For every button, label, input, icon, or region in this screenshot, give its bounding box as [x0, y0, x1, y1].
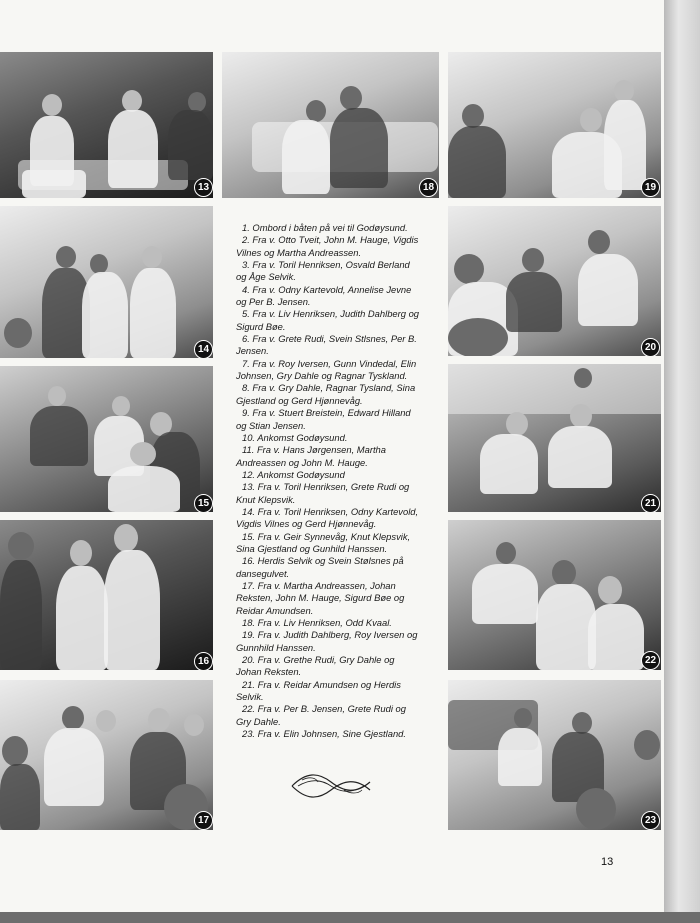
photo-17	[0, 680, 213, 830]
scan-bottom-band	[0, 912, 700, 923]
caption-15: 15. Fra v. Geir Synnevåg, Knut Klepsvik, Sina Gjestland og Gunhild Hanssen.	[236, 530, 411, 554]
caption-10: 10. Ankomst Godøysund.	[242, 431, 348, 443]
photo-number-badge: 14	[194, 340, 213, 358]
photo-number-badge: 20	[641, 338, 660, 356]
caption-11: 11. Fra v. Hans Jørgensen, Martha Andreassen og John M. Hauge.	[236, 444, 386, 468]
page-number: 13	[601, 856, 614, 868]
photo-number-badge: 16	[194, 652, 213, 670]
caption-20: 20. Fra v. Grethe Rudi, Gry Dahle og Johan Reksten.	[236, 654, 395, 678]
caption-16: 16. Herdis Selvik og Svein Stølsnes på dansegulvet.	[236, 555, 404, 579]
photo-15	[0, 366, 213, 512]
caption-14: 14. Fra v. Toril Henriksen, Odny Kartevold, Vigdis Vilnes og Gerd Hjønnevåg.	[236, 505, 419, 530]
caption-5: 5. Fra v. Liv Henriksen, Judith Dahlberg og Sigurd Bøe.	[236, 308, 419, 332]
photo-22	[448, 520, 661, 670]
caption-3: 3. Fra v. Toril Henriksen, Osvald Berland og Åge Selvik.	[236, 259, 410, 283]
photo-13	[0, 52, 213, 198]
caption-17: 17. Fra v. Martha Andreassen, Johan Reksten, John M. Hauge, Sigurd Bøe og Reidar Amundsen.	[236, 579, 405, 616]
caption-4: 4. Fra v. Odny Kartevold, Annelise Jevne og Per B. Jensen.	[236, 283, 412, 308]
photo-number-badge: 19	[641, 178, 660, 197]
photo-19	[448, 52, 661, 198]
photo-number-badge: 17	[194, 811, 213, 830]
caption-13: 13. Fra v. Toril Henriksen, Grete Rudi og Knut Klepsvik.	[236, 481, 410, 505]
photo-number-badge: 18	[419, 178, 438, 197]
photo-number-badge: 15	[194, 494, 213, 512]
caption-19: 19. Fra v. Judith Dahlberg, Roy Iversen og Gunnhild Hanssen.	[236, 629, 418, 653]
photo-number-badge: 22	[641, 651, 660, 670]
photo-21	[448, 364, 661, 512]
photo-captions	[236, 222, 420, 740]
photo-number-badge: 21	[641, 494, 660, 512]
photo-number-badge: 23	[641, 811, 660, 830]
page-edge-shadow	[664, 0, 700, 923]
decorative-flourish-ornament	[288, 768, 374, 804]
caption-6: 6. Fra v. Grete Rudi, Svein Stlsnes, Per B. Jensen.	[236, 333, 417, 357]
caption-1: 1. Ombord i båten på vei til Godøysund.	[242, 222, 408, 233]
photo-18	[222, 52, 439, 198]
caption-18: 18. Fra v. Liv Henriksen, Odd Kvaal.	[242, 617, 392, 628]
caption-12: 12. Ankomst Godøysund	[242, 468, 345, 480]
caption-9: 9. Fra v. Stuert Breistein, Edward Hilland og Stian Jensen.	[236, 407, 411, 431]
photo-14	[0, 206, 213, 358]
caption-21: 21. Fra v. Reidar Amundsen og Herdis Selvik.	[236, 678, 401, 703]
caption-8: 8. Fra v. Gry Dahle, Ragnar Tysland, Sina Gjestland og Gerd Hjønnevåg.	[236, 382, 416, 406]
photo-number-badge: 13	[194, 178, 213, 197]
caption-2: 2. Fra v. Otto Tveit, John M. Hauge, Vigdis Vilnes og Martha Andreassen.	[236, 234, 419, 258]
photo-16	[0, 520, 213, 670]
caption-23: 23. Fra v. Elin Johnsen, Sine Gjestland.	[242, 728, 406, 740]
photo-20	[448, 206, 661, 356]
caption-22: 22. Fra v. Per B. Jensen, Grete Rudi og Gry Dahle.	[236, 703, 406, 727]
caption-7: 7. Fra v. Roy Iversen, Gunn Vindedal, Elin Johnsen, Gry Dahle og Ragnar Tyskland.	[236, 357, 417, 382]
photo-23	[448, 680, 661, 830]
